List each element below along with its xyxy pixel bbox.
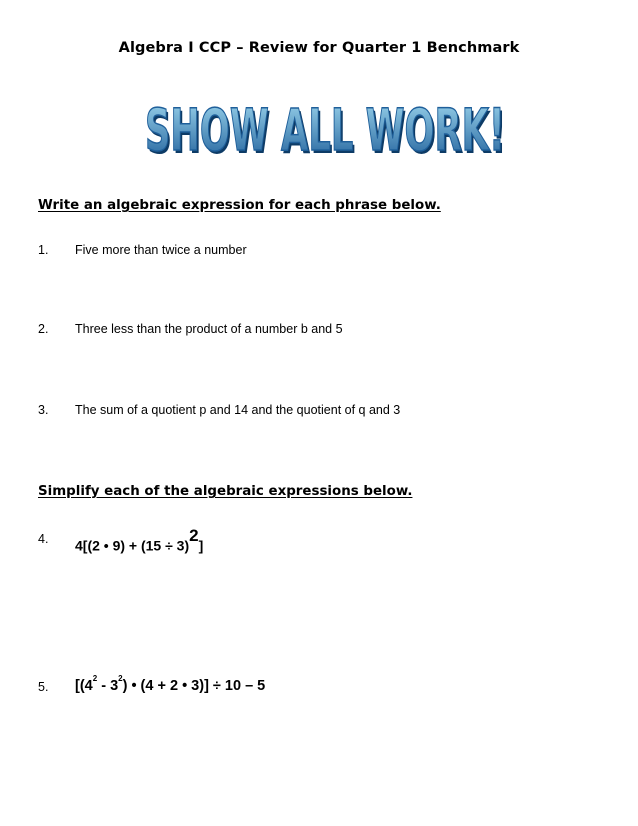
page-title: Algebra I CCP – Review for Quarter 1 Benchmark — [118, 40, 520, 56]
expression-part: 4[(2 • 9) + (15 ÷ 3) — [75, 537, 190, 554]
expression-4 — [75, 526, 204, 554]
expression-part: ] — [198, 537, 204, 554]
expression-part: - 3 — [97, 677, 119, 694]
expression-5 — [75, 674, 266, 694]
item-number: 1. — [38, 243, 49, 257]
item-number: 5. — [38, 680, 49, 694]
expression-part: ) • (4 + 2 • 3)] ÷ 10 – 5 — [122, 677, 266, 694]
question-text: Five more than twice a number — [75, 243, 247, 257]
banner-text: SHOW ALL WORK! — [145, 96, 505, 164]
show-all-work-banner — [135, 86, 515, 176]
question-text: Three less than the product of a number b and 5 — [75, 322, 343, 336]
banner-shadow-text: SHOW ALL WORK! — [147, 99, 507, 167]
item-number: 2. — [38, 322, 49, 336]
exponent: 2 — [92, 674, 98, 683]
question-text: The sum of a quotient p and 14 and the quotient of q and 3 — [75, 403, 401, 417]
item-number: 3. — [38, 403, 49, 417]
section2-heading: Simplify each of the algebraic expressions below. — [38, 484, 413, 499]
exponent: 2 — [118, 674, 123, 683]
item-number: 4. — [38, 532, 49, 546]
exponent: 2 — [189, 526, 199, 545]
expression-part: [(4 — [75, 677, 93, 694]
section1-heading: Write an algebraic expression for each phrase below. — [38, 198, 441, 213]
